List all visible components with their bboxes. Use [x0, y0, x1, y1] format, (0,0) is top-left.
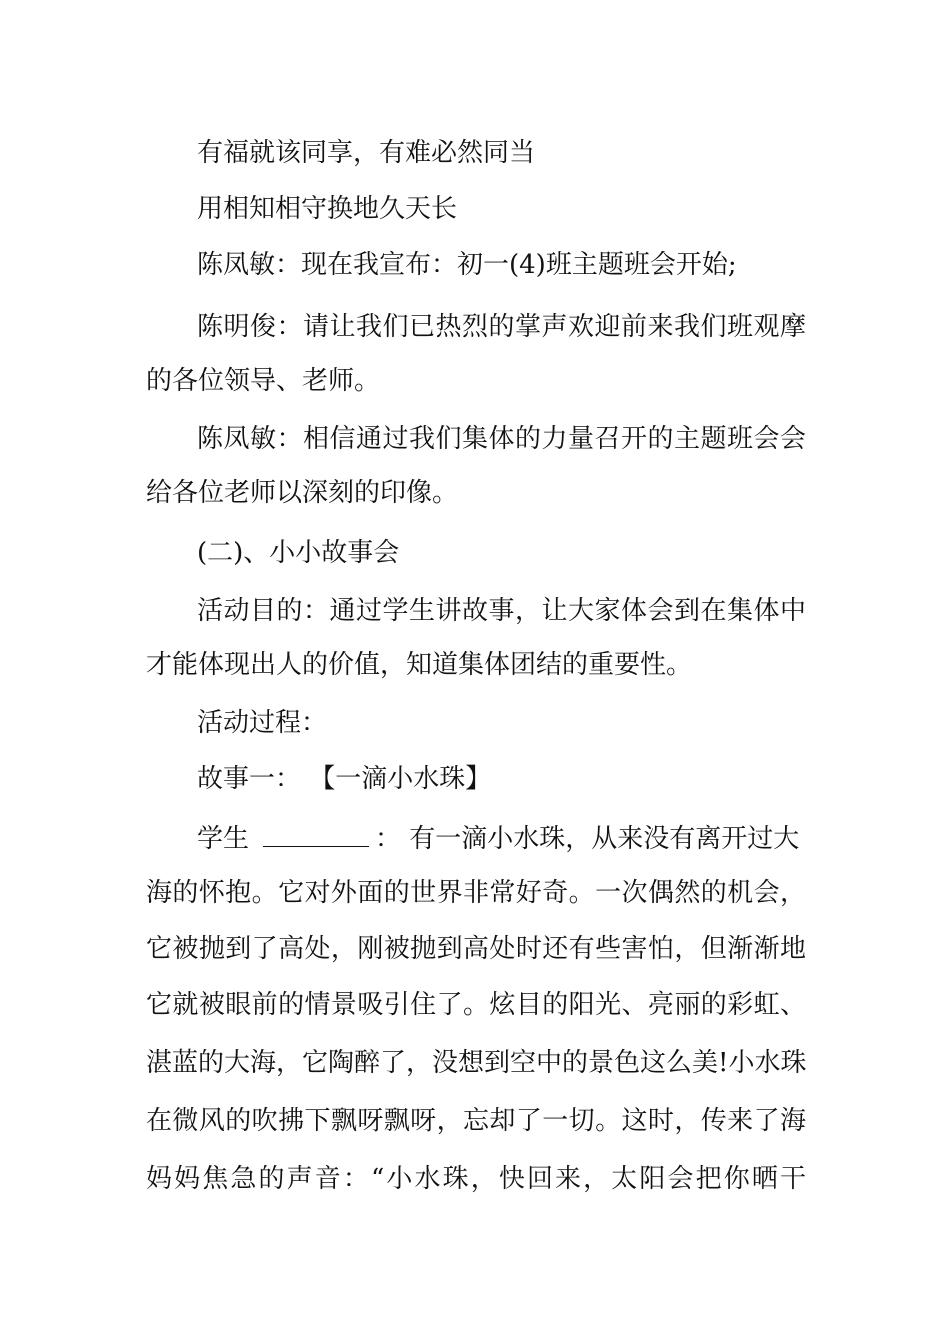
- text-line: 陈明俊：请让我们已热烈的掌声欢迎前来我们班观摩: [197, 312, 806, 342]
- text-line: 用相知相守换地久天长: [197, 194, 458, 224]
- text-line: 给各位老师以深刻的印像。: [146, 478, 459, 508]
- text-line: 陈凤敏：相信通过我们集体的力量召开的主题班会会: [197, 424, 806, 454]
- fill-in-blank: [263, 824, 369, 847]
- text-line: [197, 822, 806, 856]
- text-line: 才能体现出人的价值，知道集体团结的重要性。: [146, 650, 693, 680]
- section-heading: (二)、小小故事会: [197, 538, 400, 568]
- story-title: 故事一： 【一滴小水珠】: [197, 764, 492, 794]
- text-line: 湛蓝的大海，它陶醉了，没想到空中的景色这么美!小水珠: [146, 1048, 807, 1078]
- text-line: 在微风的吹拂下飘呀飘呀，忘却了一切。这时，传来了海: [146, 1106, 806, 1136]
- text-line: 活动过程：: [197, 708, 328, 738]
- text-line: 的各位领导、老师。: [146, 366, 381, 396]
- text-line: 活动目的：通过学生讲故事，让大家体会到在集体中: [197, 596, 806, 626]
- text-line: 妈妈焦急的声音：“小水珠，快回来，太阳会把你晒干: [146, 1164, 806, 1194]
- text-line: 它就被眼前的情景吸引住了。炫目的阳光、亮丽的彩虹、: [146, 990, 806, 1020]
- speaker-label: 学生: [197, 824, 250, 854]
- speaker-text: ： 有一滴小水珠，从来没有离开过大: [375, 824, 800, 854]
- text-line: 有福就该同享，有难必然同当: [197, 138, 536, 168]
- text-line: 海的怀抱。它对外面的世界非常好奇。一次偶然的机会，: [146, 878, 806, 908]
- text-line: 它被抛到了高处，刚被抛到高处时还有些害怕，但渐渐地: [146, 934, 806, 964]
- text-line: 陈凤敏：现在我宣布：初一(4)班主题班会开始;: [197, 250, 737, 280]
